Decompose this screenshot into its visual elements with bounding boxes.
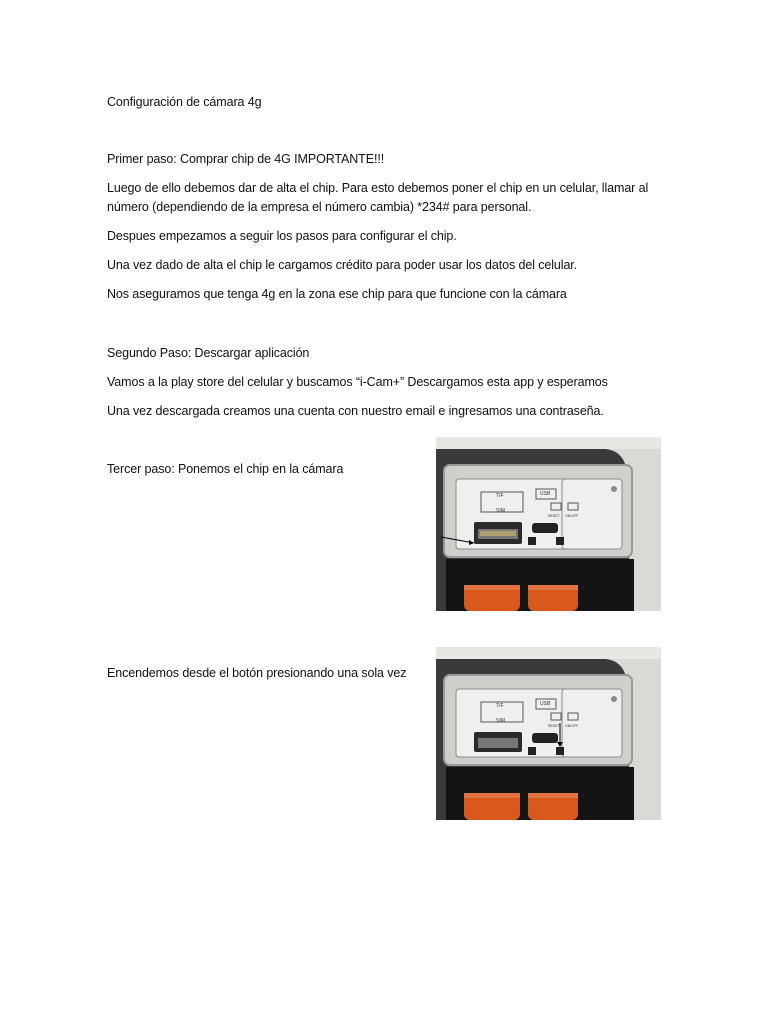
photo1-tf-label: T/F	[496, 493, 504, 499]
photo2-sim-label: SIM	[496, 718, 505, 724]
step1-paragraph-2: Despues empezamos a seguir los pasos para configurar el chip.	[107, 229, 457, 243]
step1-paragraph-3: Una vez dado de alta el chip le cargamos crédito para poder usar los datos del celular.	[107, 258, 578, 272]
step2-paragraph-2: Una vez descargada creamos una cuenta con nuestro email e ingresamos una contraseña.	[107, 404, 604, 418]
step2-heading: Segundo Paso: Descargar aplicación	[107, 346, 310, 360]
photo1-sim-label: SIM	[496, 508, 505, 514]
photo2-reset-label: RESET	[548, 724, 560, 728]
camera-power-button-photo	[436, 647, 661, 820]
photo1-onoff-label: ON/OFF	[565, 514, 579, 518]
photo2-usb-label: USB	[540, 701, 551, 707]
photo1-reset-label: RESET	[548, 514, 560, 518]
camera-sim-slot-photo	[436, 437, 661, 611]
step1-paragraph-1: Luego de ello debemos dar de alta el chip. Para esto debemos poner el chip en un celular, llamar al número (dependiendo de la empresa el número cambia) *234# para personal.	[107, 181, 649, 214]
document-title: Configuración de cámara 4g	[107, 95, 262, 109]
step4-heading: Encendemos desde el botón presionando una sola vez	[107, 666, 407, 680]
photo2-onoff-label: ON/OFF	[565, 724, 579, 728]
step1-heading: Primer paso: Comprar chip de 4G IMPORTANTE!!!	[107, 152, 385, 166]
photo1-usb-label: USB	[540, 491, 551, 497]
step2-paragraph-1: Vamos a la play store del celular y buscamos “i-Cam+” Descargamos esta app y esperamos	[107, 375, 608, 389]
step3-heading: Tercer paso: Ponemos el chip en la cámara	[107, 462, 344, 476]
photo2-tf-label: T/F	[496, 703, 504, 709]
step1-paragraph-4: Nos aseguramos que tenga 4g en la zona ese chip para que funcione con la cámara	[107, 287, 567, 301]
